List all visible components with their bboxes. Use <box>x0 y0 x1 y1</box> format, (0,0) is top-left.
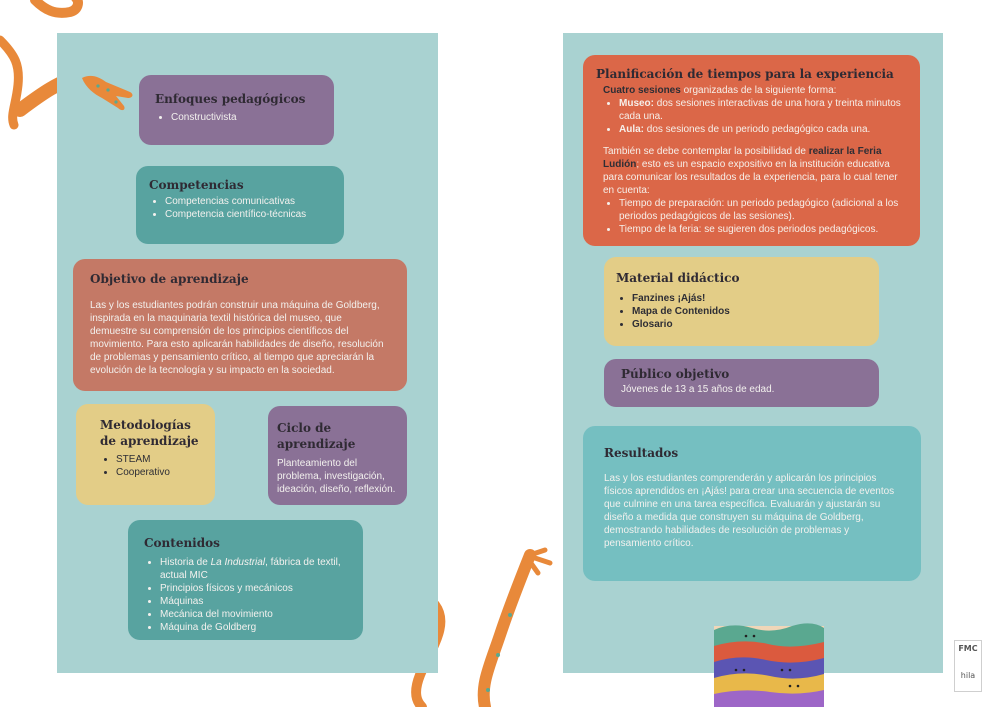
p2-pre: También se debe contemplar la posibilidad de <box>603 146 809 158</box>
publico-card <box>604 359 879 407</box>
contenidos-item: • Máquina de Goldberg <box>160 621 347 634</box>
publico-text: Jóvenes de 13 a 15 años de edad. <box>621 384 775 396</box>
contenidos-item: • Principios físicos y mecánicos <box>160 582 347 595</box>
museo-label: Museo: <box>619 98 654 110</box>
material-item: • Fanzines ¡Ajás! <box>632 292 867 305</box>
ciclo-text: Planteamiento del problema, investigación, ideación, diseño, reflexión. <box>277 458 396 496</box>
planificacion-museo <box>619 97 907 123</box>
contenidos-item <box>160 556 347 582</box>
resultados-text: Las y los estudiantes comprenderán y aplicarán los principios físicos aprendidos en ¡Ajás! para crear una secuencia de eventos que culmine en una tarea específica. Evaluarán y ajustarán su diseño a medida que construyen su máquina de Goldberg, demostrando habilidades de resolución de problemas y pensamiento crítico. <box>604 473 895 550</box>
objetivo-title: Objetivo de aprendizaje <box>90 272 249 286</box>
planificacion-intro <box>603 84 907 97</box>
contenidos-item-em: La Industrial <box>210 557 266 569</box>
ciclo-title: Ciclo de aprendizaje <box>277 421 356 452</box>
metodologias-title: Metodologías de aprendizaje <box>100 418 199 449</box>
fmc-logo <box>954 640 982 692</box>
enfoques-card <box>139 75 334 145</box>
aula-label: Aula: <box>619 124 644 136</box>
competencias-card <box>136 166 344 244</box>
planificacion-item: • Tiempo de la feria: se sugieren dos periodos pedagógicos. <box>619 223 907 236</box>
competencias-item: • Competencia científico-técnicas <box>165 208 331 221</box>
resultados-card <box>583 426 921 581</box>
aula-text: dos sesiones de un periodo pedagógico cada una. <box>644 124 871 136</box>
ciclo-card <box>268 406 407 505</box>
planificacion-intro-rest: organizadas de la siguiente forma: <box>680 85 837 97</box>
metodologias-item: • STEAM <box>116 453 201 466</box>
metodologias-card <box>76 404 215 505</box>
contenidos-item-post: , fábrica de textil, actual MIC <box>160 557 341 582</box>
fmc-logo-text: FMC <box>958 644 978 653</box>
material-item: • Glosario <box>632 318 867 331</box>
planificacion-intro-bold: Cuatro sesiones <box>603 85 681 97</box>
material-card <box>604 257 879 346</box>
contenidos-item: • Mecánica del movimiento <box>160 608 347 621</box>
contenidos-card <box>128 520 363 640</box>
creatures-illustration-icon <box>712 620 826 707</box>
competencias-item: • Competencias comunicativas <box>165 195 331 208</box>
museo-text: dos sesiones interactivas de una hora y treinta minutos cada una. <box>619 98 901 123</box>
material-item: • Mapa de Contenidos <box>632 305 867 318</box>
planificacion-card <box>583 55 920 246</box>
p2-bold: realizar la Feria Ludión <box>603 146 882 171</box>
enfoques-title: Enfoques pedagógicos <box>155 92 306 106</box>
contenidos-title: Contenidos <box>144 536 220 550</box>
competencias-title: Competencias <box>149 178 244 192</box>
planificacion-title: Planificación de tiempos para la experiencia <box>596 67 894 81</box>
contenidos-item-pre: Historia de <box>160 557 211 569</box>
objetivo-text: Las y los estudiantes podrán construir una máquina de Goldberg, inspirada en la maquinaria textil histórica del museo, que demuestre su comprensión de los principios científicos del movimiento. Para esto aplicarán habilidades de diseño, resolución de problemas y pensamiento crítico, al tiempo que apreciarán la evolución de la tecnología y su impacto en la sociedad. <box>90 300 384 377</box>
publico-title: Público objetivo <box>621 367 730 381</box>
hila-logo-text: hila <box>960 671 976 680</box>
contenidos-item: • Máquinas <box>160 595 347 608</box>
metodologias-item: • Cooperativo <box>116 466 201 479</box>
planificacion-p2 <box>603 145 907 197</box>
enfoques-item: • Constructivista <box>171 111 318 124</box>
objetivo-card <box>73 259 407 391</box>
planificacion-body <box>596 84 907 236</box>
planificacion-item: • Tiempo de preparación: un periodo pedagógico (adicional a los periodos pedagógicos de las sesiones). <box>619 197 907 223</box>
planificacion-aula <box>619 123 907 136</box>
p2-post: ; esto es un espacio expositivo en la institución educativa para comunicar los resultados de la experiencia, para lo cual tener en cuenta: <box>603 159 898 197</box>
pointing-hand-icon <box>80 68 135 118</box>
resultados-title: Resultados <box>604 446 679 460</box>
material-title: Material didáctico <box>616 271 740 285</box>
